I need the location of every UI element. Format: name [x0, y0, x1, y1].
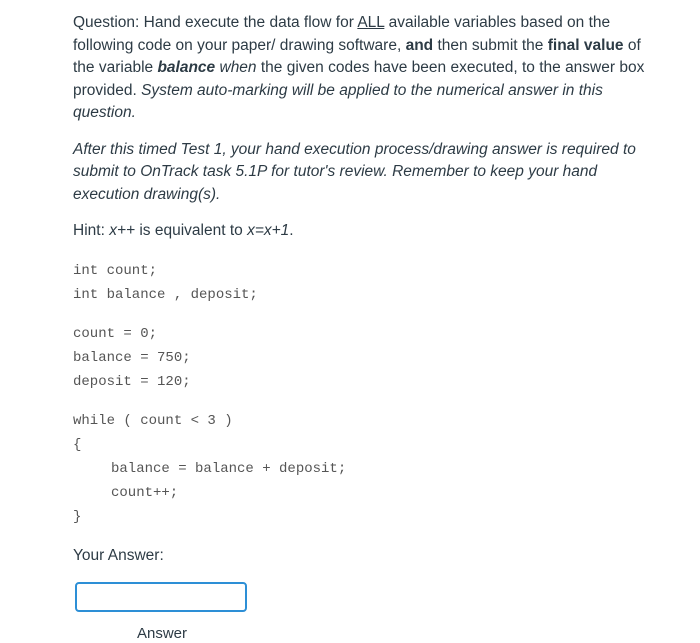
- hint-x-increment: x++: [109, 222, 136, 239]
- balance-emphasis: balance: [157, 59, 216, 76]
- code-line-1: int count;: [73, 263, 158, 279]
- question-text-2: available variables based on the following code on your paper/ drawing software,: [73, 14, 611, 54]
- hint: [73, 220, 663, 243]
- code-line-10: }: [73, 509, 82, 525]
- answer-input[interactable]: [75, 582, 247, 612]
- code-line-4: balance = 750;: [73, 350, 191, 366]
- code-line-9: count++;: [111, 485, 179, 501]
- when-italic: when: [215, 59, 257, 76]
- question-text-4: of the variable: [73, 36, 641, 76]
- question-text-3: then submit the: [433, 36, 548, 54]
- ontrack-text: After this timed Test 1, your hand execution process/drawing answer is required to submit to OnTrack task 5.1P for tutor's review. Remember to keep your hand execution drawing(s).: [73, 140, 636, 203]
- question-intro: Question: Hand execute the data flow for: [73, 14, 358, 31]
- and-bold: and: [405, 36, 434, 54]
- hint-x-assign: x=x+1: [247, 222, 290, 239]
- code-line-7: {: [73, 437, 82, 453]
- hint-period: .: [289, 222, 294, 239]
- answer-caption: Answer: [137, 625, 188, 642]
- hint-middle: is equivalent to: [135, 222, 248, 239]
- all-underlined: ALL: [357, 14, 385, 31]
- final-value-bold: final value: [547, 36, 624, 54]
- code-line-5: deposit = 120;: [73, 374, 191, 390]
- question-paragraph: [73, 12, 663, 125]
- auto-marking-note: System auto-marking will be applied to the numerical answer in this question.: [73, 81, 603, 121]
- your-answer-label: Your Answer:: [73, 547, 164, 564]
- question-text: [73, 12, 663, 257]
- ontrack-instructions: [73, 139, 663, 207]
- code-line-3: count = 0;: [73, 326, 158, 342]
- code-line-8: balance = balance + deposit;: [111, 461, 347, 477]
- hint-label: Hint:: [73, 222, 110, 239]
- question-text-5: the given codes have been executed, to the answer box provided.: [73, 59, 645, 99]
- code-line-6: while ( count < 3 ): [73, 413, 233, 429]
- code-line-2: int balance , deposit;: [73, 287, 258, 303]
